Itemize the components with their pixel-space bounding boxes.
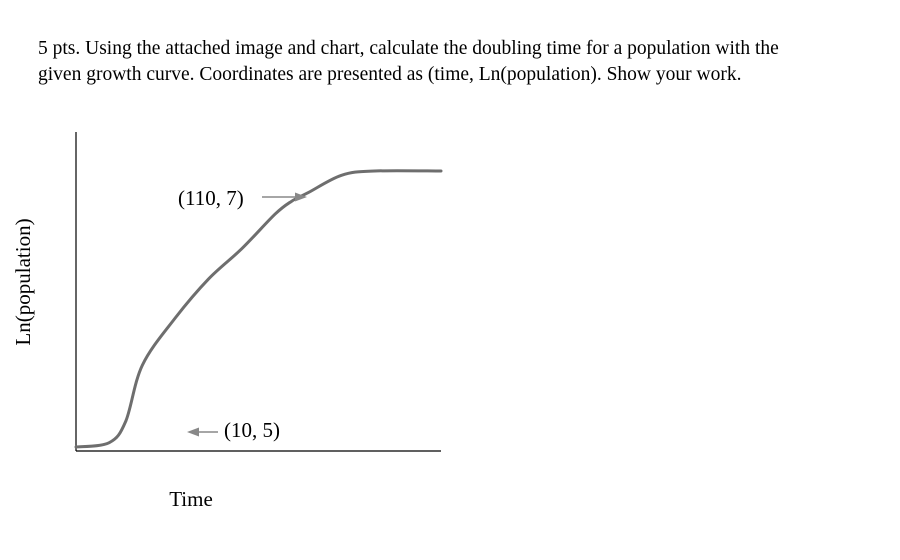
y-axis-label: Ln(population) [11, 218, 35, 346]
annotation-lower-label: (10, 5) [224, 418, 280, 442]
question-line-1: 5 pts. Using the attached image and chart, calculate the doubling time for a population with the [38, 38, 779, 59]
annotation-lower-arrow [187, 428, 218, 437]
question-line-2: given growth curve. Coordinates are presented as (time, Ln(population). Show your work. [38, 64, 742, 85]
annotation-upper-arrow [262, 193, 307, 202]
annotation-upper-label: (110, 7) [178, 186, 244, 210]
growth-curve-line [76, 171, 441, 447]
x-axis-label: Time [169, 487, 213, 511]
